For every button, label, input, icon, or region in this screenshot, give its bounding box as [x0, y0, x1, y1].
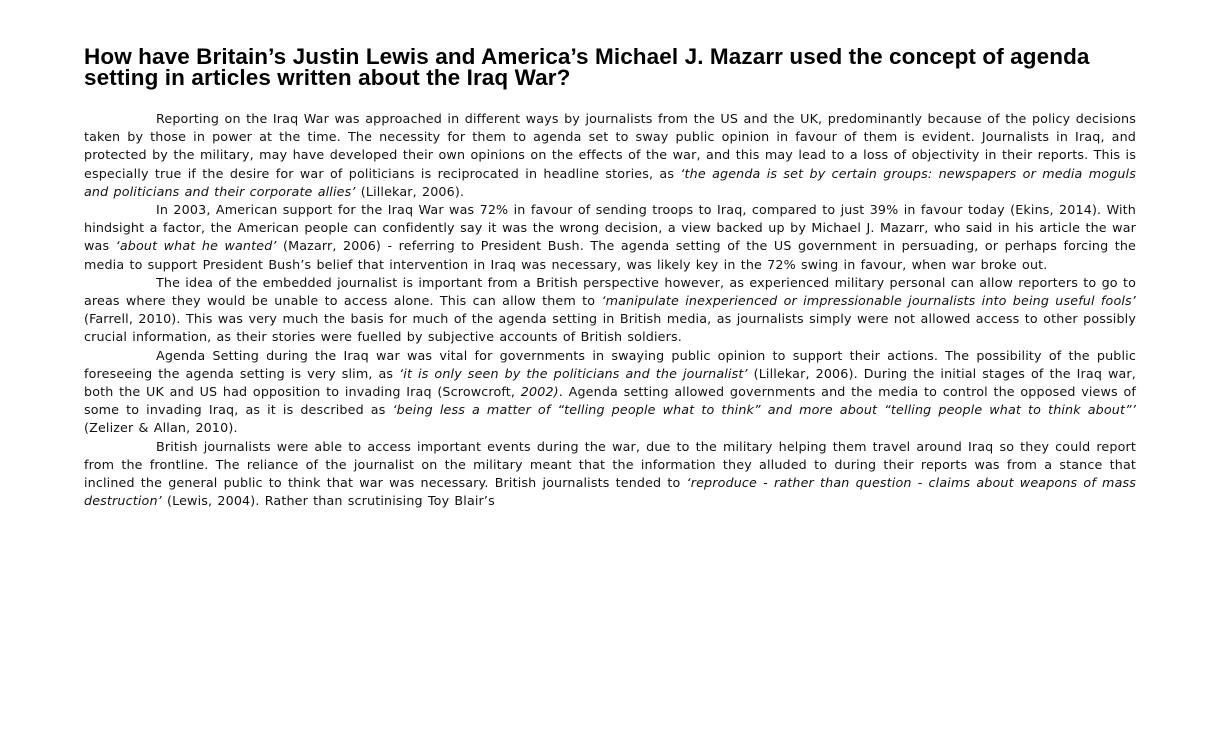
paragraph-text: (Farrell, 2010). This was very much the basis for much of the agenda setting in British media, as journalists simply were not allowed access to other possibly crucial information, as their stories were fuelled by subjective accounts of British soldiers.: [84, 311, 1136, 345]
document-title: How have Britain’s Justin Lewis and America’s Michael J. Mazarr used the concept of agenda setting in articles written about the Iraq War?: [84, 44, 1090, 90]
document-page: [84, 46, 1136, 510]
paragraph-3: [84, 274, 1136, 347]
paragraph-text: (Zelizer & Allan, 2010).: [84, 420, 238, 436]
paragraph-4: [84, 347, 1136, 438]
quote-text: ‘about what he wanted’: [115, 238, 277, 254]
quote-text: ‘being less a matter of “telling people what to think” and more about “telling people what to think about”’: [392, 402, 1136, 418]
paragraph-text: (Mazarr, 2006) - referring to President Bush. The agenda setting of the US government in persuading, or perhaps forcing the media to support President Bush’s belief that intervention in Iraq was necessary, was likely key in the 72% swing in favour, when war broke out.: [84, 238, 1136, 272]
paragraph-text: Reporting on the Iraq War was approached in different ways by journalists from the US and the UK, predominantly because of the policy decisions taken by those in power at the time. The necessity for them to agenda set to sway public opinion in favour of them is evident. Journalists in Iraq, and protected by the military, may have developed their own opinions on the effects of the war, and this may lead to a loss of objectivity in their reports. This is especially true if the desire for war of politicians is reciprocated in headline stories, as: [84, 111, 1136, 181]
paragraph-text: (Lillekar, 2006). During the initial stages of the Iraq war, both the UK and US had opposition to invading Iraq (Scrowcroft,: [84, 365, 1136, 400]
quote-text: 2002): [520, 384, 559, 400]
quote-text: ‘reproduce - rather than question - claims about weapons of mass destruction’: [84, 475, 1137, 509]
paragraph-5: [84, 438, 1136, 511]
paragraph-1: [84, 110, 1136, 201]
quote-text: ‘it is only seen by the politicians and the journalist’: [399, 365, 748, 381]
paragraph-text: Agenda Setting during the Iraq war was vital for governments in swaying public opinion to support their actions. The possibility of the public foreseeing the agenda setting is very slim, as: [84, 347, 1136, 381]
paragraph-text: In 2003, American support for the Iraq War was 72% in favour of sending troops to Iraq, compared to just 39% in favour today (Ekins, 2014). With hindsight a factor, the American people can confidently say it was the wrong decision, a view backed up by Michael J. Mazarr, who said in his article the war was: [84, 202, 1136, 254]
quote-text: ‘manipulate inexperienced or impressionable journalists into being useful fools’: [601, 293, 1136, 309]
document-body: [84, 110, 1136, 510]
paragraph-text: . Agenda setting allowed governments and the media to control the opposed views of some to invading Iraq, as it is described as: [84, 384, 1136, 418]
paragraph-text: British journalists were able to access important events during the war, due to the military helping them travel around Iraq so they could report from the frontline. The reliance of the journalist on the military meant that the information they alluded to during their reports was from a stance that inclined the general public to think that war was necessary. British journalists tended to: [84, 438, 1136, 491]
paragraph-text: (Lewis, 2004). Rather than scrutinising Toy Blair’s: [161, 493, 495, 509]
paragraph-text: (Lillekar, 2006).: [355, 183, 465, 199]
quote-text: ‘the agenda is set by certain groups: newspapers or media moguls and politicians and their corporate allies’: [84, 165, 1136, 199]
paragraph-text: The idea of the embedded journalist is important from a British perspective however, as experienced military personal can allow reporters to go to areas where they would be unable to access alone. This can allow them to: [84, 274, 1136, 309]
paragraph-2: [84, 201, 1136, 274]
